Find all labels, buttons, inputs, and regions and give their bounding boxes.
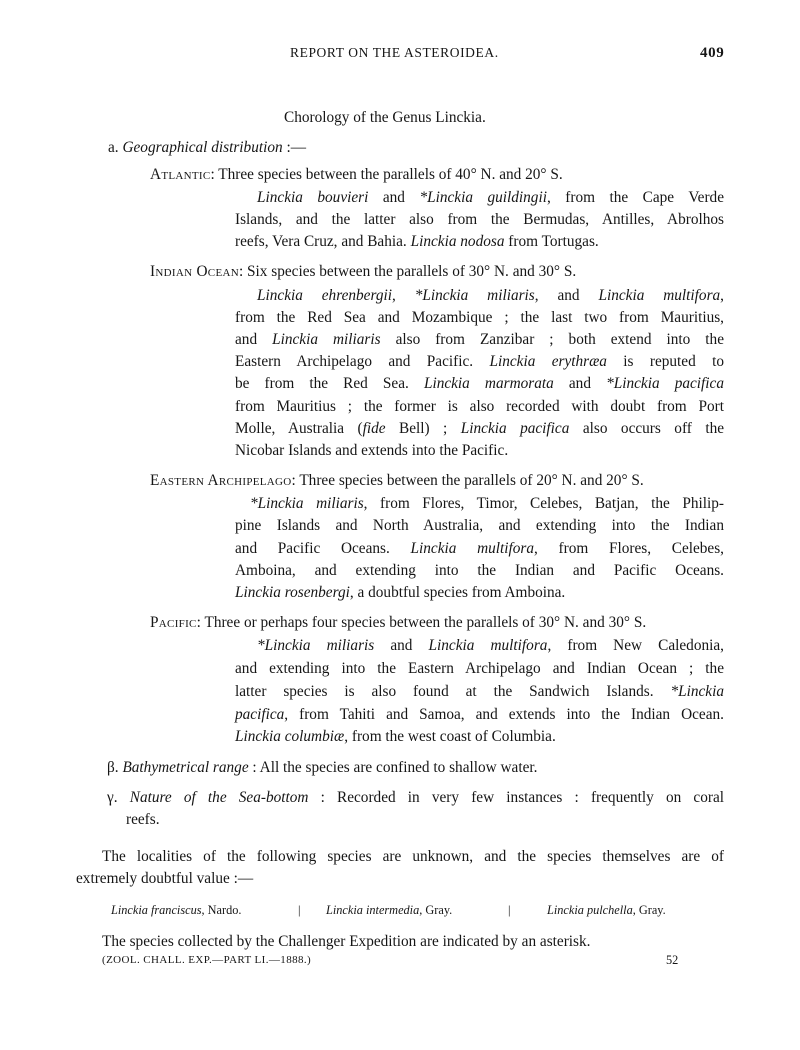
indian-line-5 bbox=[235, 374, 724, 394]
doubtful-species-1 bbox=[111, 900, 241, 920]
species-name: Linckia miliaris bbox=[272, 331, 381, 348]
text-run: and bbox=[374, 637, 429, 654]
pacific-intro bbox=[150, 613, 646, 633]
section-title: Chorology of the Genus Linckia. bbox=[284, 109, 486, 126]
species-name: Linckia multifora bbox=[410, 540, 535, 557]
species-author: , Gray. bbox=[419, 903, 453, 917]
species-name: Linckia columbiæ bbox=[235, 728, 345, 745]
atlantic-line-1 bbox=[257, 188, 724, 208]
sea-bottom bbox=[107, 788, 724, 808]
species-name: Linckia multifora bbox=[598, 287, 721, 304]
indian-line-8: Nicobar Islands and extends into the Pacific. bbox=[235, 442, 509, 459]
eastern-line-2: pine Islands and North Australia, and extending into the Indian bbox=[235, 517, 724, 534]
text-run: , bbox=[392, 287, 415, 304]
species-name: *Linckia miliaris bbox=[414, 287, 535, 304]
eastern-intro bbox=[150, 471, 644, 491]
nature-heading: Nature of the Sea-bottom bbox=[129, 789, 309, 806]
species-name: Linckia rosenbergi bbox=[235, 584, 350, 601]
species-separator: | bbox=[298, 903, 301, 917]
eastern-line-5 bbox=[235, 583, 565, 603]
bathy-label: β. bbox=[107, 759, 119, 776]
unknown-localities-line-1: The localities of the following species are unknown, and the species themselves are of bbox=[102, 848, 724, 865]
atlantic-intro bbox=[150, 165, 563, 185]
species-name: Linckia pulchella bbox=[547, 903, 633, 917]
signature-number: 52 bbox=[666, 953, 679, 967]
atlantic-line-3 bbox=[235, 232, 599, 252]
species-name: Linckia nodosa bbox=[410, 233, 505, 250]
text-run: , and bbox=[534, 287, 599, 304]
geo-label: a. bbox=[108, 139, 119, 156]
region-pacific: Pacific bbox=[150, 614, 197, 631]
text-run: Molle, Australia ( bbox=[235, 420, 363, 437]
species-name: pacifica bbox=[235, 706, 285, 723]
doubtful-species-2 bbox=[326, 900, 452, 920]
species-name: Linckia franciscus bbox=[111, 903, 202, 917]
species-author: , Nardo. bbox=[201, 903, 242, 917]
geo-heading-text: Geographical distribution bbox=[122, 139, 283, 156]
eastern-line-4: Amboina, and extending into the Indian and Pacific Oceans. bbox=[235, 562, 724, 579]
running-title: REPORT ON THE ASTEROIDEA. bbox=[290, 45, 499, 60]
text-run: , from Tahiti and Samoa, and extends into the Indian Ocean. bbox=[284, 706, 724, 723]
text-run: , a doubtful species from Amboina. bbox=[349, 584, 566, 601]
species-name: *Linckia pacifica bbox=[606, 375, 724, 392]
species-name: Linckia bouvieri bbox=[257, 189, 369, 206]
species-author: , Gray. bbox=[632, 903, 666, 917]
nature-label: γ. bbox=[107, 789, 118, 806]
pacific-line-2: and extending into the Eastern Archipelago and Indian Ocean ; the bbox=[235, 660, 724, 677]
geo-heading bbox=[108, 138, 306, 158]
text-run: also occurs off the bbox=[569, 420, 725, 437]
species-name: Linckia multifora bbox=[428, 637, 548, 654]
pacific-line-4 bbox=[235, 705, 724, 725]
text-run: , bbox=[720, 287, 724, 304]
region-atlantic: Atlantic bbox=[150, 166, 211, 183]
text-run: , from Flores, Celebes, bbox=[534, 540, 724, 557]
fide-word: fide bbox=[362, 420, 386, 437]
geo-heading-suffix: :— bbox=[282, 139, 307, 156]
text-run: also from Zanzibar ; both extend into the bbox=[380, 331, 724, 348]
species-name: Linckia marmorata bbox=[423, 375, 554, 392]
text-run: be from the Red Sea. bbox=[235, 375, 424, 392]
signature-line: (ZOOL. CHALL. EXP.—PART LI.—1888.) bbox=[102, 954, 312, 966]
eastern-intro-text: : Three species between the parallels of 20° N. and 20° S. bbox=[291, 472, 644, 489]
asterisk-footnote: The species collected by the Challenger Expedition are indicated by an asterisk. bbox=[102, 933, 591, 950]
pacific-line-3 bbox=[235, 682, 724, 702]
pacific-line-1 bbox=[257, 636, 724, 656]
text-run: and Pacific Oceans. bbox=[235, 540, 411, 557]
unknown-localities-line-2: extremely doubtful value :— bbox=[76, 870, 254, 887]
species-name: *Linckia miliaris bbox=[257, 637, 375, 654]
nature-text: : Recorded in very few instances : frequently on coral bbox=[308, 789, 725, 806]
text-run: and bbox=[235, 331, 273, 348]
indian-line-6: from Mauritius ; the former is also recorded with doubt from Port bbox=[235, 398, 724, 415]
text-run: and bbox=[368, 189, 420, 206]
species-name: Linckia pacifica bbox=[460, 420, 570, 437]
text-run: and bbox=[553, 375, 607, 392]
sea-bottom-continued: reefs. bbox=[126, 811, 160, 828]
region-eastern-archipelago: Eastern Archipelago bbox=[150, 472, 292, 489]
text-run: Bell) ; bbox=[385, 420, 461, 437]
text-run: reefs, Vera Cruz, and Bahia. bbox=[235, 233, 411, 250]
text-run: latter species is also found at the Sandwich Islands. bbox=[235, 683, 671, 700]
atlantic-intro-text: : Three species between the parallels of 40° N. and 20° S. bbox=[210, 166, 563, 183]
indian-line-7 bbox=[235, 419, 724, 439]
indian-intro bbox=[150, 262, 576, 282]
text-run: Eastern Archipelago and Pacific. bbox=[235, 353, 490, 370]
text-run: , from New Caledonia, bbox=[547, 637, 724, 654]
pacific-intro-text: : Three or perhaps four species between the parallels of 30° N. and 30° S. bbox=[196, 614, 647, 631]
bathy-text: : All the species are confined to shallow water. bbox=[248, 759, 538, 776]
species-name: *Linckia bbox=[670, 683, 724, 700]
text-run: , from the Cape Verde bbox=[546, 189, 724, 206]
indian-line-3 bbox=[235, 330, 724, 350]
species-name: *Linckia guildingii bbox=[419, 189, 547, 206]
indian-line-4 bbox=[235, 352, 724, 372]
bathymetrical-range bbox=[107, 758, 537, 778]
species-name: Linckia intermedia bbox=[326, 903, 420, 917]
eastern-line-3 bbox=[235, 539, 724, 559]
pacific-line-5 bbox=[235, 727, 556, 747]
text-run: , from Flores, Timor, Celebes, Batjan, the Philip- bbox=[363, 495, 724, 512]
region-indian-ocean: Indian Ocean bbox=[150, 263, 239, 280]
doubtful-species-3 bbox=[547, 900, 666, 920]
bathy-heading: Bathymetrical range bbox=[122, 759, 249, 776]
indian-line-2: from the Red Sea and Mozambique ; the last two from Mauritius, bbox=[235, 309, 724, 326]
atlantic-line-2: Islands, and the latter also from the Bermudas, Antilles, Abrolhos bbox=[235, 211, 724, 228]
indian-line-1 bbox=[257, 286, 724, 306]
eastern-line-1 bbox=[250, 494, 724, 514]
species-name: *Linckia miliaris bbox=[250, 495, 364, 512]
text-run: , from the west coast of Columbia. bbox=[344, 728, 556, 745]
species-name: Linckia erythræa bbox=[489, 353, 607, 370]
page-number: 409 bbox=[700, 45, 725, 61]
text-run: from Tortugas. bbox=[504, 233, 599, 250]
text-run: is reputed to bbox=[606, 353, 724, 370]
species-name: Linckia ehrenbergii bbox=[257, 287, 393, 304]
species-separator: | bbox=[508, 903, 511, 917]
indian-intro-text: : Six species between the parallels of 30° N. and 30° S. bbox=[238, 263, 577, 280]
